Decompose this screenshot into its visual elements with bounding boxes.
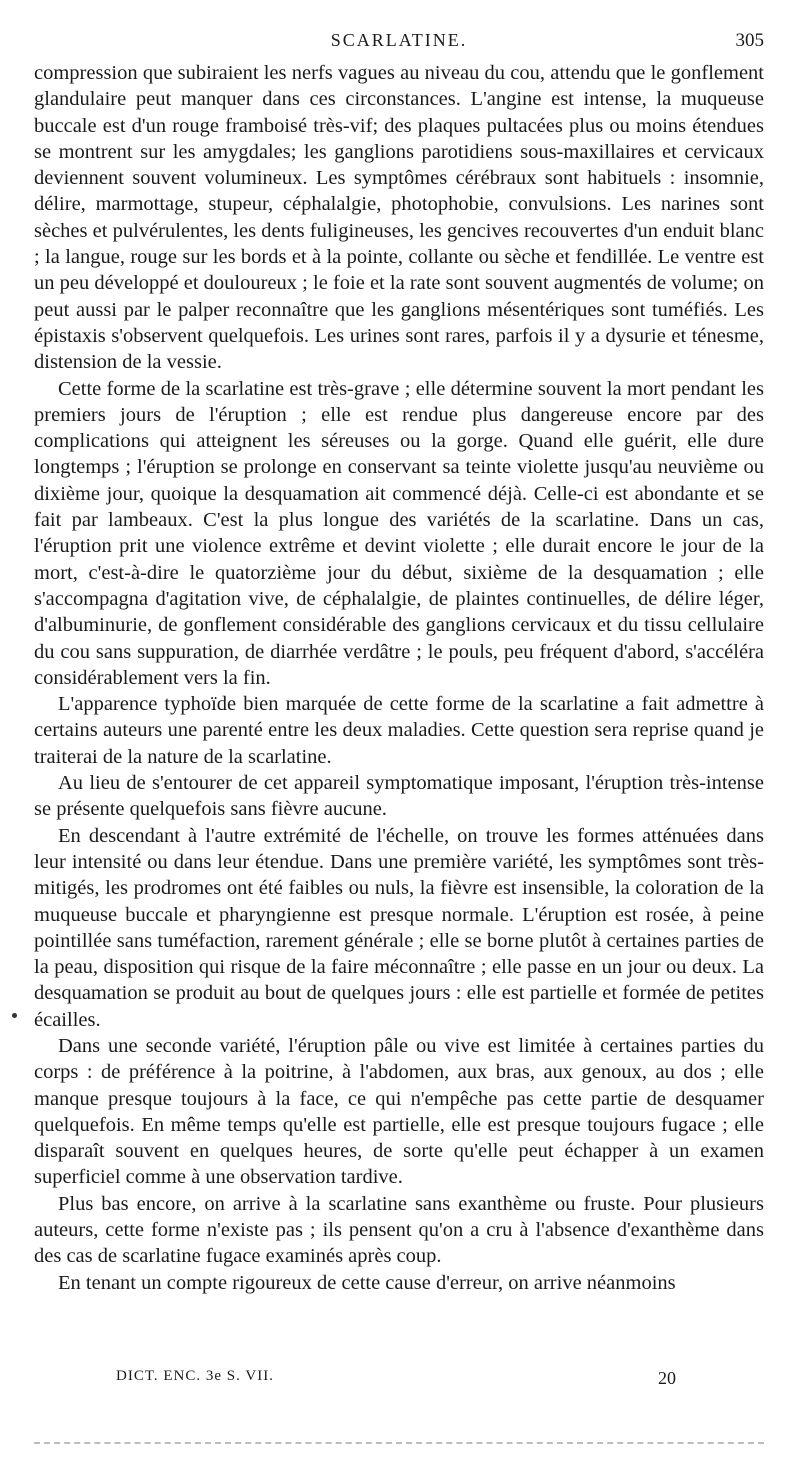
body-text [34,60,764,1296]
bottom-dashed-rule [34,1442,764,1444]
page-number: 305 [735,30,764,51]
printer-signature: DICT. ENC. 3e S. VII. [116,1368,274,1384]
paragraph-closing: En tenant un compte rigoureux de cette cause d'erreur, on arrive néanmoins [58,1271,676,1294]
page-footer [116,1368,676,1392]
paragraph-second-variety: Dans une seconde variété, l'éruption pâle ou vive est limitée à certaines parties du corps : de préférence à la poitrine, à l'abdomen, aux bras, aux genoux, au dos ; elle manque presque toujours à la face, ce qui n'empêche pas cette partie de desquamer quelquefois. En même temps qu'elle est partielle, elle est presque toujours fugace ; elle disparaît souvent en quelques heures, de sorte qu'elle peut échapper à un examen superficiel comme à une observation tardive. [34,1034,764,1189]
paragraph-first-variety: En descendant à l'autre extrémité de l'échelle, on trouve les formes atténuées dans leur intensité ou dans leur étendue. Dans une première variété, les symptômes sont très-mitigés, les prodromes ont été faibles ou nuls, la fièvre est insensible, la coloration de la muqueuse buccale et pharyngienne est presque normale. L'éruption est rosée, à peine pointillée sans tuméfaction, rarement générale ; elle se borne plutôt à certaines parties de la peau, disposition qui risque de la faire méconnaître ; elle passe en un jour ou deux. La desquamation se produit au bout de quelques jours : elle est partielle et formée de petites écailles. [34,824,764,1031]
paragraph-continuation: compression que subiraient les nerfs vagues au niveau du cou, attendu que le gonflement glandulaire peut manquer dans ces circonstances. L'angine est intense, la muqueuse buccale est d'un rouge framboisé très-vif; des plaques pultacées plus ou moins étendues se montrent sur les amygdales; les ganglions parotidiens sous-maxillaires et cervicaux deviennent souvent volumineux. Les symptômes cérébraux sont habituels : insomnie, délire, marmottage, stupeur, céphalalgie, photophobie, convulsions. Les narines sont sèches et pulvérulentes, les dents fuligineuses, les gencives recouvertes d'un enduit blanc ; la langue, rouge sur les bords et à la pointe, collante ou sèche et fendillée. Le ventre est un peu développé et douloureux ; le foie et la rate sont souvent augmentés de volume; on peut aussi par le palper reconnaître que les ganglions mésentériques sont tuméfiés. Les épistaxis s'observent quelquefois. Les urines sont rares, parfois il y a dysurie et ténesme, distension de la vessie. [34,62,764,374]
running-title: SCARLATINE. [330,30,468,50]
paragraph-fruste: Plus bas encore, on arrive à la scarlatine sans exanthème ou fruste. Pour plusieurs auteurs, cette forme n'existe pas ; ils pensent qu'on a cru à l'absence d'exanthème dans des cas de scarlatine fugace examinés après coup. [34,1192,764,1268]
sheet-number: 20 [658,1368,676,1388]
paragraph-no-fever: Au lieu de s'entourer de cet appareil symptomatique imposant, l'éruption très-intense se présente quelquefois sans fièvre aucune. [34,772,764,821]
paragraph-typhoid: L'apparence typhoïde bien marquée de cette forme de la scarlatine a fait admettre à certains auteurs une parenté entre les deux maladies. Cette question sera reprise quand je traiterai de la nature de la scarlatine. [34,693,764,768]
paragraph-gravity: Cette forme de la scarlatine est très-grave ; elle détermine souvent la mort pendant les premiers jours de l'éruption ; elle est rendue plus dangereuse encore par des complications qui atteignent les séreuses ou la gorge. Quand elle guérit, elle dure longtemps ; l'éruption se prolonge en conservant sa teinte violette jusqu'au neuvième ou dixième jour, quoique la desquamation ait commencé déjà. Celle-ci est abondante et se fait par lambeaux. C'est la plus longue des variétés de la scarlatine. Dans un cas, l'éruption prit une violence extrême et devint violette ; elle durait encore le jour de la mort, c'est-à-dire le quatorzième jour du début, sixième de la desquamation ; elle s'accompagna d'agitation vive, de céphalalgie, de plaintes continuelles, de délire léger, d'albuminurie, de gonflement considérable des ganglions cervicaux et du tissu cellulaire du cou sans suppuration, de diarrhée verdâtre ; le pouls, peu fréquent d'abord, s'accéléra considérablement vers la fin. [34,377,764,689]
running-head [34,30,764,54]
margin-mark [12,1013,17,1018]
